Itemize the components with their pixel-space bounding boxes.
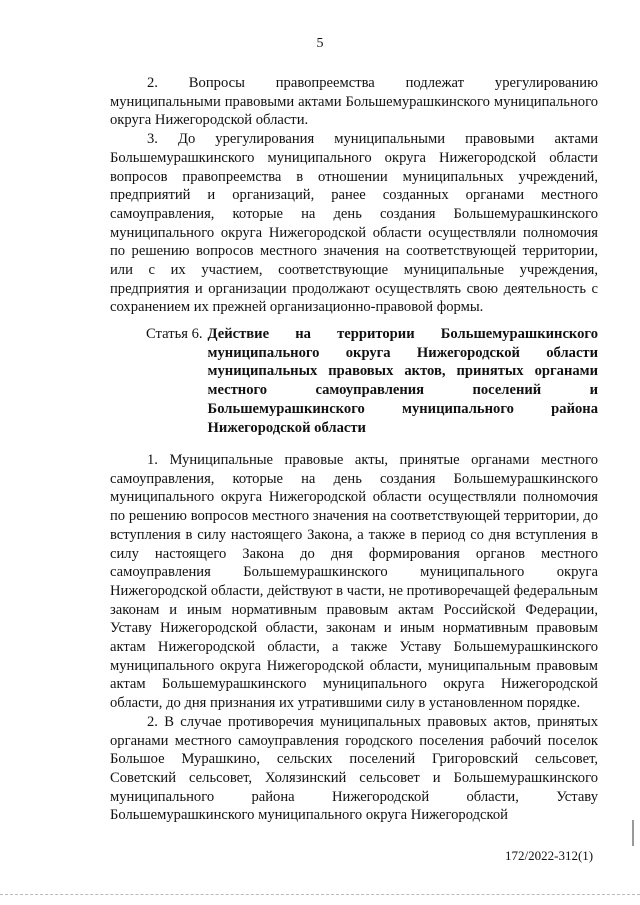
document-code: 172/2022-312(1) bbox=[505, 848, 594, 863]
scan-bottom-line bbox=[0, 894, 640, 896]
paragraph: 1. Муниципальные правовые акты, принятые органами местного самоуправления, которые на день создания Большемурашкинского муниципального округа Нижегородской области осуществляли полномочия по решению вопросов местного значения на соответствующей территории, до вступления в силу настоящего Закона, а также в период со дня вступления в силу настоящего Закона до дня формирования органов местного самоуправления Большемурашкинского муниципального округа Нижегородской области, действуют в части, не противоречащей федеральным законам и иным нормативным правовым актам Российской Федерации, Уставу Нижегородской области, законам и иным нормативным правовым актам Нижегородской области, а также Уставу Большемурашкинского муниципального округа Нижегородской области, муниципальным правовым актам Большемурашкинского муниципального округа Нижегородской области, до дня признания их утратившими силу в установленном порядке. bbox=[110, 452, 598, 712]
body-section-2 bbox=[110, 451, 598, 825]
article-title: Действие на территории Большемурашкинского муниципального округа Нижегородской области муниципальных правовых актов, принятых органами местного самоуправления поселений и Большемурашкинского муниципального района Нижегородской области bbox=[207, 326, 598, 436]
paragraph: 2. Вопросы правопреемства подлежат урегулированию муниципальными правовыми актами Большемурашкинского муниципального округа Нижегородской области. bbox=[110, 75, 598, 129]
article-heading bbox=[146, 325, 598, 437]
paragraph: 3. До урегулирования муниципальными правовыми актами Большемурашкинского муниципального округа Нижегородской области вопросов правопреемства в отношении муниципальных учреждений, предприятий и организаций, ранее созданных органами местного самоуправления, которые на день создания Большемурашкинского муниципального округа Нижегородской области осуществляли полномочия по решению вопросов местного значения на соответствующей территории, или с их участием, соответствующие муниципальные учреждения, предприятия и организации продолжают осуществлять свою деятельность с сохранением их прежней организационно-правовой формы. bbox=[110, 131, 598, 316]
page-number: 5 bbox=[316, 36, 324, 51]
body-section-1 bbox=[110, 74, 598, 317]
article-label: Статья 6. bbox=[146, 326, 203, 342]
paragraph: 2. В случае противоречия муниципальных правовых актов, принятых органами местного самоуправления городского поселения рабочий поселок Большое Мурашкино, сельских поселений Григоровский сельсовет, Советский сельсовет, Холязинский сельсовет и Большемурашкинского муниципального района Нижегородской области, Уставу Большемурашкинского муниципального округа Нижегородской bbox=[110, 713, 598, 824]
scan-edge-mark bbox=[632, 820, 634, 846]
